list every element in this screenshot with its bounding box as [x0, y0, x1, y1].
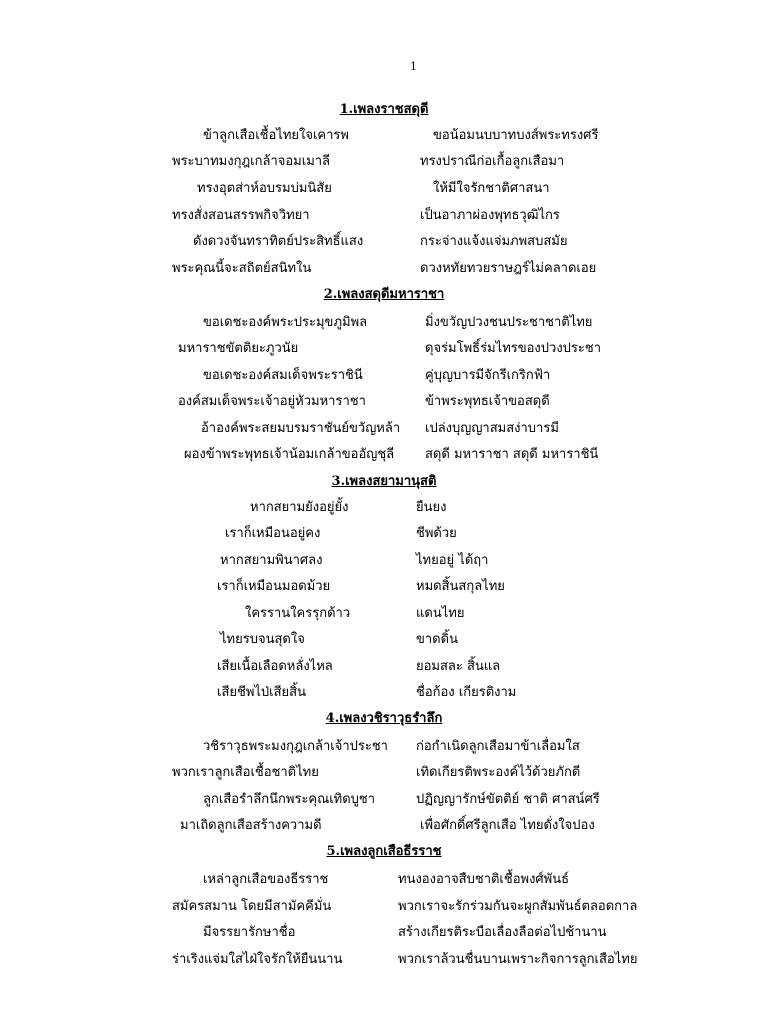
- verse-left: ขอเดชะองค์สมเด็จพระราชินี: [203, 368, 363, 383]
- verse-right: ดุจร่มโพธิ์ร่มไทรของปวงประชา: [425, 341, 602, 356]
- verse-right: สร้างเกียรติระบือเลื่องลือต่อไปช้านาน: [398, 925, 607, 940]
- verse-right: ทรงปราณีก่อเกื้อลูกเสือมา: [420, 154, 565, 169]
- verse-left: ลูกเสือรำลึกนึกพระคุณเทิดบูชา: [203, 792, 376, 807]
- verse-left: เสียเนื้อเลือดหลั่งไหล: [217, 659, 333, 674]
- verse-right: ยืนยง: [416, 500, 447, 515]
- page-number: 1: [410, 60, 417, 73]
- verse-right: เปล่งบุญญาสมสง่าบารมี: [425, 421, 559, 436]
- verse-left: เสียชีพไป่เสียสิ้น: [217, 685, 306, 700]
- verse-left: มาเถิดลูกเสือสร้างความดี: [180, 818, 322, 833]
- verse-right: พวกเราล้วนชื่นบานเพราะกิจการลูกเสือไทย: [398, 952, 638, 967]
- verse-right: เป็นอาภาผ่องพุทธวุฒิไกร: [420, 208, 560, 223]
- verse-left: ขอเดชะองค์พระประมุขภูมิพล: [203, 315, 368, 330]
- verse-left: มีจรรยารักษาชื่อ: [203, 925, 296, 940]
- verse-right: ปฏิญญารักษ์ขัตติย์ ชาติ ศาสน์ศรี: [416, 792, 600, 807]
- verse-left: เราก็เหมือนมอดม้วย: [217, 579, 331, 594]
- verse-right: สดุดี มหาราชา สดุดี มหาราชินี: [425, 447, 599, 462]
- verse-left: เราก็เหมือนอยู่คง: [225, 526, 321, 541]
- verse-right: คู่บุญบารมีจักรีเกริกฟ้า: [425, 368, 551, 383]
- verse-left: อ้าองค์พระสยมบรมราชันย์ขวัญหล้า: [201, 421, 401, 436]
- verse-right: ก่อกำเนิดลูกเสือมาข้าเลื่อมใส: [416, 739, 580, 754]
- verse-right: หมดสิ้นสกุลไทย: [416, 579, 505, 594]
- verse-right: ไทยอยู่ ได้ฤา: [416, 553, 489, 568]
- verse-left: ผองข้าพระพุทธเจ้าน้อมเกล้าขออัญชุลี: [184, 447, 395, 462]
- verse-left: วชิราวุธพระมงกุฎเกล้าเจ้าประชา: [203, 739, 388, 754]
- verse-right: พวกเราจะรักร่วมกันจะผูกสัมพันธ์ตลอดกาล: [398, 899, 638, 914]
- verse-right: ดวงหทัยทวยราษฎร์ไม่คลาดเอย: [420, 261, 597, 276]
- song-title: 3.เพลงสยามานุสติ: [331, 474, 437, 489]
- verse-right: ขอน้อมนบบาทบงส์พระทรงศรี: [433, 128, 599, 143]
- verse-right: ให้มีใจรักชาติศาสนา: [433, 181, 550, 196]
- verse-left: พระบาทมงกุฎเกล้าจอมเมาลี: [172, 154, 331, 169]
- song-title: 1.เพลงราชสดุดี: [339, 102, 429, 117]
- verse-left: ร่าเริงแจ่มใสไฝ่ใจรักให้ยืนนาน: [172, 952, 343, 967]
- verse-right: ชื่อก้อง เกียรติงาม: [416, 685, 517, 700]
- verse-left: หากสยามพินาศลง: [220, 553, 323, 568]
- verse-left: องค์สมเด็จพระเจ้าอยู่หัวมหาราชา: [178, 394, 366, 409]
- verse-left: หากสยามยังอยู่ยั้ง: [250, 500, 349, 515]
- verse-left: ทรงสั่งสอนสรรพกิจวิทยา: [172, 208, 310, 223]
- verse-left: ไทยรบจนสุดใจ: [220, 632, 305, 647]
- song-title: 2.เพลงสดุดีมหาราชา: [323, 287, 445, 302]
- verse-right: กระจ่างแจ้งแจ่มภพสบสมัย: [420, 234, 568, 249]
- verse-left: ดังดวงจันทราทิตย์ประสิทธิ์แสง: [193, 234, 364, 249]
- verse-left: มหาราชขัตติยะภูวนัย: [178, 341, 299, 356]
- verse-left: ทรงอุตส่าห์อบรมบ่มนิสัย: [197, 181, 332, 196]
- verse-left: พระคุณนี้จะสถิตย์สนิทใน: [172, 261, 312, 276]
- verse-right: ขาดดิ้น: [416, 632, 458, 647]
- verse-right: ยอมสละ สิ้นแล: [416, 659, 501, 674]
- verse-left: เหล่าลูกเสือของธีรราช: [203, 872, 329, 887]
- verse-left: สมัครสมาน โดยมีสามัคคีมั่น: [172, 899, 332, 914]
- verse-right: ทนงองอาจสืบชาติเชื้อพงศ์พันธ์: [398, 872, 570, 887]
- verse-right: เพื่อศักดิ์ศรีลูกเสือ ไทยดั่งใจปอง: [420, 818, 595, 833]
- song-title: 5.เพลงลูกเสือธีรราช: [326, 844, 442, 859]
- verse-right: ชีพด้วย: [416, 526, 457, 541]
- verse-left: ข้าลูกเสือเชื้อไทยใจเคารพ: [203, 128, 349, 143]
- verse-left: พวกเราลูกเสือเชื้อชาติไทย: [172, 765, 319, 780]
- verse-right: เทิดเกียรติพระองค์ไว้ด้วยภักดี: [416, 765, 581, 780]
- verse-right: ข้าพระพุทธเจ้าขอสดุดี: [425, 394, 550, 409]
- verse-right: แดนไทย: [416, 606, 465, 621]
- song-title: 4.เพลงวชิราวุธรำลึก: [325, 711, 443, 726]
- verse-left: ใครรานใครรุกด้าว: [245, 606, 351, 621]
- verse-right: มิ่งขวัญปวงชนประชาชาติไทย: [425, 315, 593, 330]
